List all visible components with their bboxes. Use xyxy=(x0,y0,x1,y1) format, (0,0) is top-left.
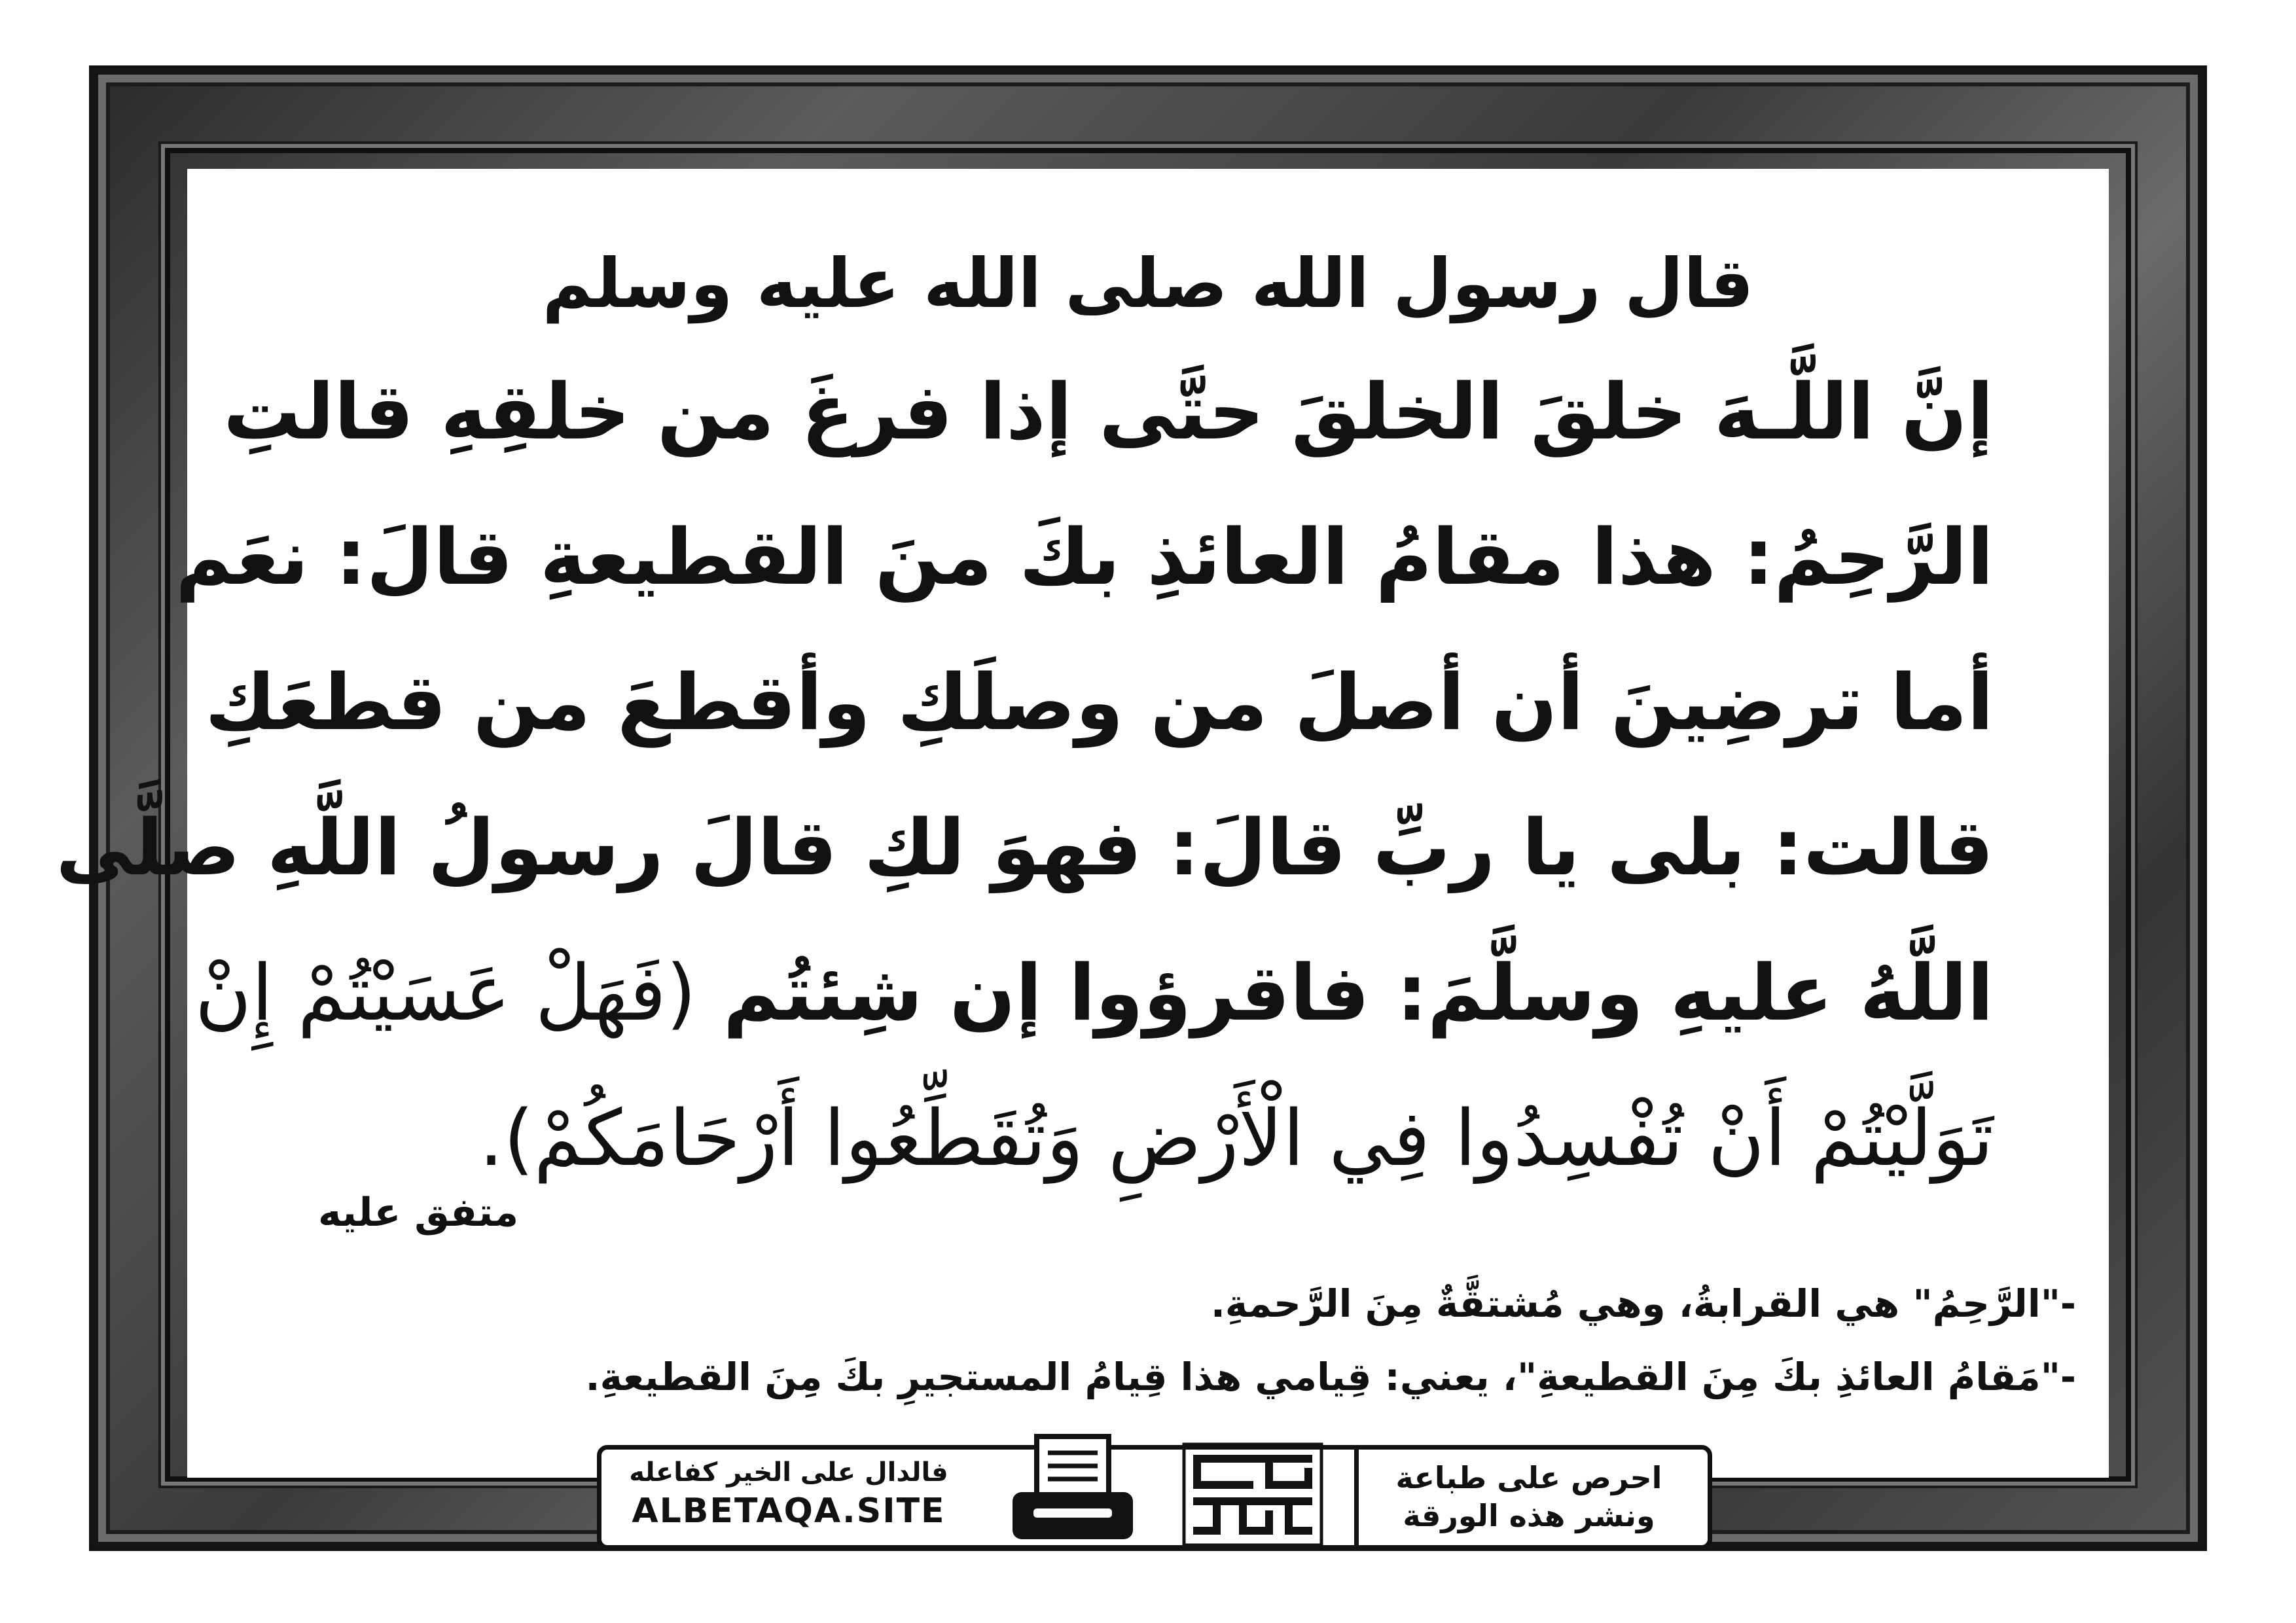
footer-site-block xyxy=(612,1457,965,1531)
footer-divider xyxy=(1354,1450,1359,1545)
verse-part-2: تَوَلَّيْتُمْ أَنْ تُفْسِدُوا فِي الْأَرْضِ وَتُقَطِّعُوا أَرْحَامَكُمْ). xyxy=(478,1093,1994,1183)
footer-call-to-action xyxy=(1362,1459,1696,1535)
hadith-text xyxy=(56,339,1994,1211)
site-link[interactable]: ALBETAQA.SITE xyxy=(632,1491,946,1531)
hadith-line: الرَّحِمُ: هذا مقامُ العائذِ بكَ منَ القطيعةِ قالَ: نعَم xyxy=(175,512,1994,602)
printer-icon xyxy=(1007,1430,1138,1548)
verse-part-1: (فَهَلْ عَسَيْتُمْ إِنْ xyxy=(194,948,696,1038)
footer-banner xyxy=(597,1445,1712,1550)
hadith-line: اللَّهُ عليهِ وسلَّمَ: فاقرؤوا إن شِئتُم xyxy=(723,948,1994,1038)
footnote-rahim: -"الرَّحِمُ" هي القرابةُ، وهي مُشتقَّةٌ مِنَ الرَّحمةِ. xyxy=(1210,1281,2076,1326)
hadith-line: إنَّ اللَّـهَ خلقَ الخلقَ حتَّى إذا فرغَ من خلقِهِ قالتِ xyxy=(223,366,1994,457)
call-line-1: احرص على طباعة xyxy=(1395,1460,1662,1495)
call-line-2: ونشر هذه الورقة xyxy=(1403,1498,1655,1533)
content-panel xyxy=(56,169,2109,1478)
page-title: قال رسول الله صلى الله عليه وسلم xyxy=(542,243,1754,323)
footer-slogan: فالدال على الخير كفاعله xyxy=(629,1457,948,1488)
hadith-line-with-verse xyxy=(194,920,1994,1065)
footnote-maqam: -"مَقامُ العائذِ بكَ مِنَ القطيعةِ"، يعني: قِيامي هذا قِيامُ المستجيرِ بكَ مِنَ القطيعةِ. xyxy=(585,1355,2076,1399)
hadith-line: أما ترضِينَ أن أصلَ من وصلَكِ وأقطعَ من قطعَكِ xyxy=(205,657,1994,747)
hadith-source: متفق عليه xyxy=(318,1190,519,1236)
dawah-logo-icon xyxy=(1171,1439,1335,1550)
hadith-line: قالت: بلى يا ربِّ قالَ: فهوَ لكِ قالَ رسولُ اللَّهِ صلَّى xyxy=(56,802,1994,893)
